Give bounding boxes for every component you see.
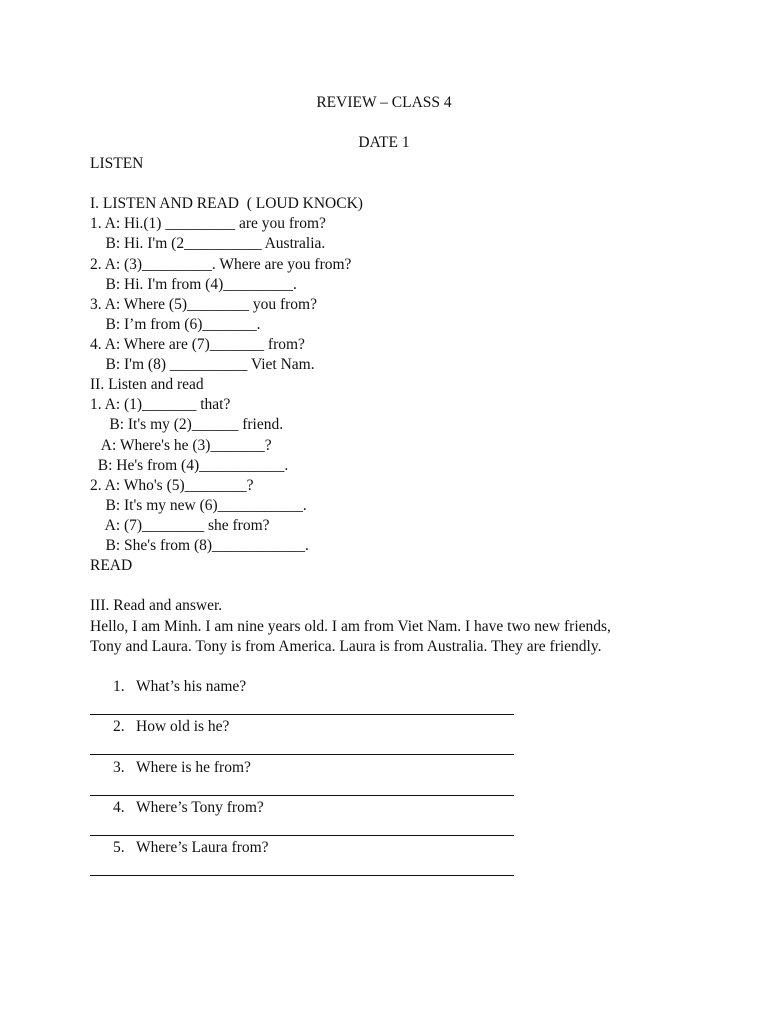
part1-heading: I. LISTEN AND READ ( LOUD KNOCK) bbox=[90, 195, 363, 212]
part2-line: B: He's from (4)___________. bbox=[90, 457, 289, 474]
answer-line[interactable] bbox=[90, 754, 514, 755]
date-label: DATE 1 bbox=[358, 134, 410, 151]
question-text: How old is he? bbox=[136, 718, 230, 735]
answer-line[interactable] bbox=[90, 875, 514, 876]
question-number: 5. bbox=[113, 839, 125, 856]
page-title: REVIEW – CLASS 4 bbox=[316, 94, 452, 111]
question-number: 3. bbox=[113, 759, 125, 776]
part2-line: B: She's from (8)____________. bbox=[90, 537, 309, 554]
read-heading: READ bbox=[90, 557, 133, 574]
part3-heading: III. Read and answer. bbox=[90, 597, 223, 614]
part1-line: B: Hi. I'm from (4)_________. bbox=[90, 276, 297, 293]
part1-line: 2. A: (3)_________. Where are you from? bbox=[90, 256, 352, 273]
reading-passage-line: Hello, I am Minh. I am nine years old. I am from Viet Nam. I have two new friends, bbox=[90, 618, 611, 635]
part2-heading: II. Listen and read bbox=[90, 376, 204, 393]
part1-line: 3. A: Where (5)________ you from? bbox=[90, 296, 317, 313]
part1-line: 4. A: Where are (7)_______ from? bbox=[90, 336, 305, 353]
part2-line: 2. A: Who's (5)________? bbox=[90, 477, 254, 494]
question-text: Where is he from? bbox=[136, 759, 251, 776]
part1-line: B: I’m from (6)_______. bbox=[90, 316, 261, 333]
reading-passage-line: Tony and Laura. Tony is from America. Laura is from Australia. They are friendly. bbox=[90, 638, 602, 655]
part2-line: A: Where's he (3)_______? bbox=[90, 437, 272, 454]
question-text: What’s his name? bbox=[136, 678, 247, 695]
part1-line: B: I'm (8) __________ Viet Nam. bbox=[90, 356, 315, 373]
answer-line[interactable] bbox=[90, 795, 514, 796]
part2-line: B: It's my new (6)___________. bbox=[90, 497, 307, 514]
question-text: Where’s Tony from? bbox=[136, 799, 264, 816]
question-number: 4. bbox=[113, 799, 125, 816]
part2-line: 1. A: (1)_______ that? bbox=[90, 396, 231, 413]
part2-line: A: (7)________ she from? bbox=[90, 517, 270, 534]
question-number: 1. bbox=[113, 678, 125, 695]
answer-line[interactable] bbox=[90, 835, 514, 836]
question-text: Where’s Laura from? bbox=[136, 839, 269, 856]
part2-line: B: It's my (2)______ friend. bbox=[90, 416, 284, 433]
answer-line[interactable] bbox=[90, 714, 514, 715]
listen-heading: LISTEN bbox=[90, 155, 144, 172]
part1-line: B: Hi. I'm (2__________ Australia. bbox=[90, 235, 326, 252]
part1-line: 1. A: Hi.(1) _________ are you from? bbox=[90, 215, 326, 232]
question-number: 2. bbox=[113, 718, 125, 735]
